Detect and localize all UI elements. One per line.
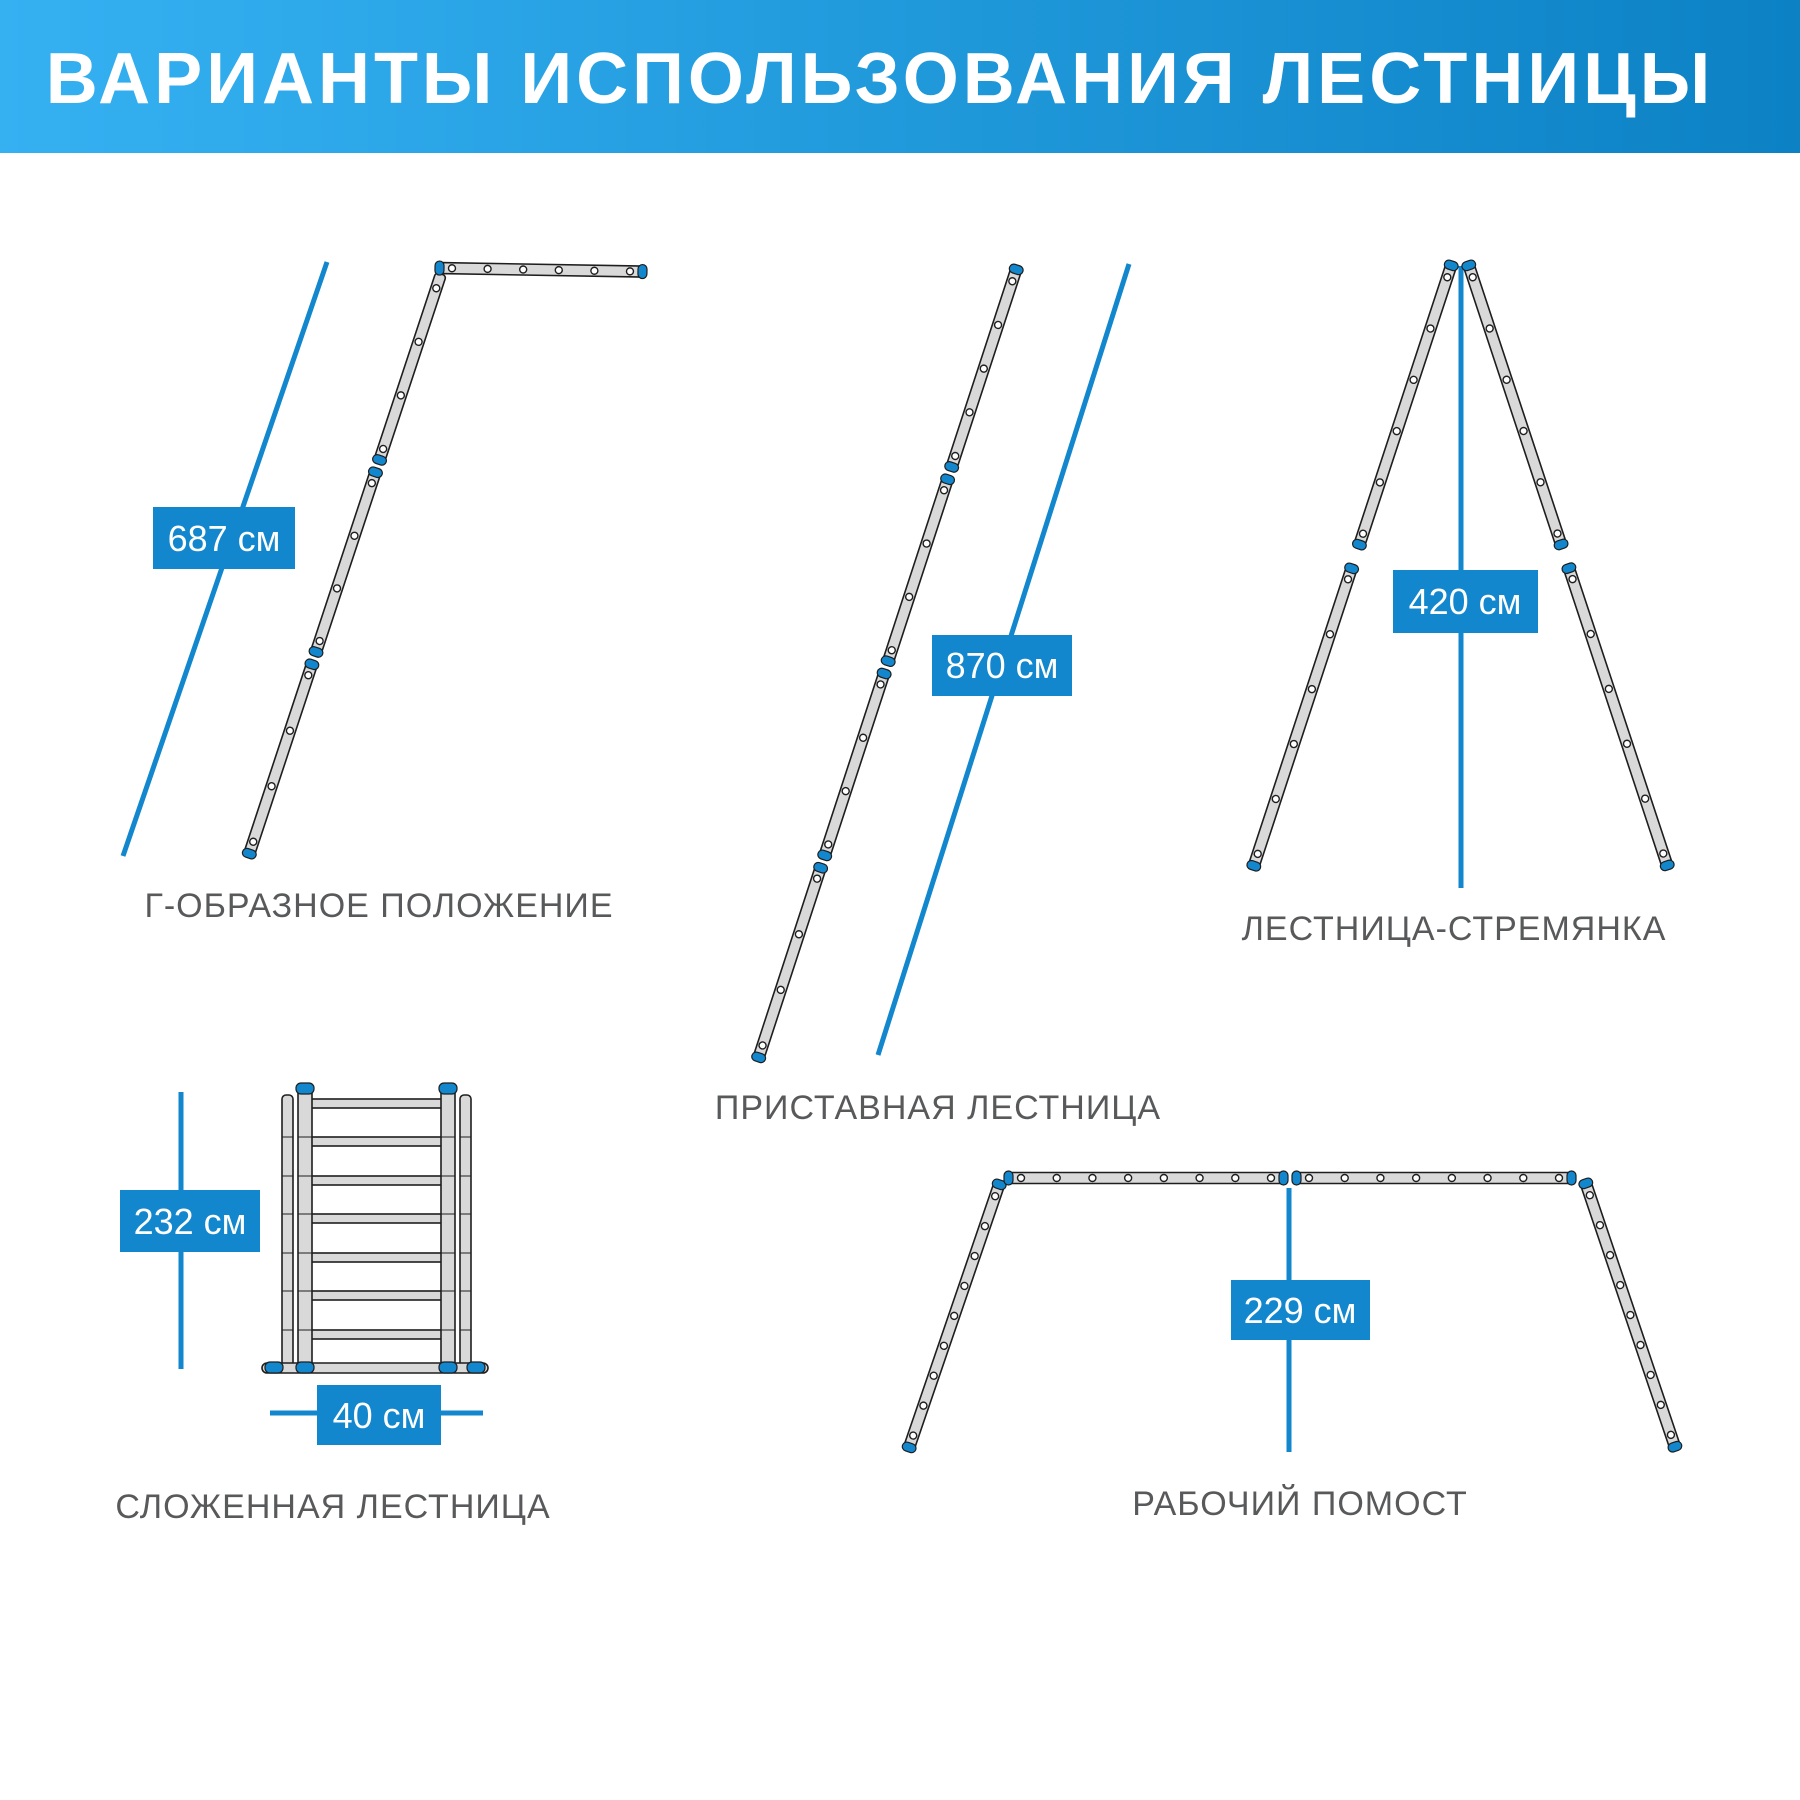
rail-body <box>1563 563 1674 869</box>
rung-hole <box>1341 1175 1348 1182</box>
platform-rail-right <box>1292 1171 1576 1185</box>
diagram-caption-folded: СЛОЖЕННАЯ ЛЕСТНИЦА <box>115 1488 551 1526</box>
ladder-rung <box>306 1253 447 1262</box>
ladder-rail-outer-right <box>460 1095 471 1366</box>
rail-body <box>753 863 827 1062</box>
page-title: ВАРИАНТЫ ИСПОЛЬЗОВАНИЯ ЛЕСТНИЦЫ <box>45 39 1715 119</box>
rail-cap <box>1279 1171 1288 1185</box>
rail-body <box>1006 1173 1286 1184</box>
diagram-caption-leaning: ПРИСТАВНАЯ ЛЕСТНИЦА <box>714 1089 1162 1127</box>
diagram-caption-stepladder: ЛЕСТНИЦА-СТРЕМЯНКА <box>1241 910 1667 948</box>
diagram-stepladder <box>1242 259 1676 948</box>
rung-hole <box>1413 1175 1420 1182</box>
rung-hole <box>1232 1175 1239 1182</box>
rail-body <box>818 668 890 860</box>
rail-body <box>373 272 446 465</box>
rail-body <box>437 263 645 278</box>
ladder-rung <box>306 1330 447 1339</box>
rail-cap <box>435 261 444 275</box>
rung-hole <box>1520 1175 1527 1182</box>
measurement-label-870: 870 см <box>945 645 1059 686</box>
platform-right-leg <box>1578 1177 1683 1453</box>
rung-hole <box>1377 1175 1384 1182</box>
measurement-label-229: 229 см <box>1243 1290 1357 1331</box>
rail-body <box>1353 261 1457 549</box>
diagram-caption-l-shape: Г-ОБРАЗНОЕ ПОЛОЖЕНИЕ <box>144 887 614 925</box>
rung-hole <box>1018 1175 1025 1182</box>
rail-body <box>1248 563 1358 870</box>
rung-hole <box>1053 1175 1060 1182</box>
ladder-rung <box>306 1214 447 1223</box>
rail-cap <box>1004 1171 1013 1185</box>
measurement-label-232: 232 см <box>133 1201 247 1242</box>
ladder-rail-inner-right <box>441 1088 455 1367</box>
ladder-rung <box>306 1099 447 1108</box>
ladder-rail-outer-left <box>282 1095 293 1366</box>
rung-hole <box>1306 1175 1313 1182</box>
rung-hole <box>1268 1175 1275 1182</box>
stepladder-right-leg <box>1461 259 1676 872</box>
rail-body <box>310 467 382 657</box>
rail-body <box>1294 1173 1574 1184</box>
rail-foot <box>296 1362 314 1373</box>
measurement-label-420: 420 см <box>1408 581 1522 622</box>
rung-hole <box>1160 1175 1167 1182</box>
rung-hole <box>1484 1175 1491 1182</box>
ladder-rail-horizontal <box>435 261 647 279</box>
ladder-rung <box>306 1137 447 1146</box>
diagram-work-platform <box>901 1171 1683 1523</box>
rung-hole <box>484 265 491 272</box>
rail-body <box>1463 261 1568 549</box>
rail-foot <box>265 1362 283 1373</box>
rung-hole <box>1448 1175 1455 1182</box>
rail-top-cap <box>296 1083 314 1094</box>
rail-foot <box>439 1362 457 1373</box>
rung-hole <box>448 265 455 272</box>
rung-hole <box>1125 1175 1132 1182</box>
rung-hole <box>1196 1175 1203 1182</box>
rung-hole <box>520 266 527 273</box>
rung-hole <box>555 267 562 274</box>
folded-ladder-rungs <box>306 1099 447 1339</box>
diagram-folded-ladder <box>115 1083 550 1526</box>
rung-hole <box>626 268 633 275</box>
rail-foot <box>467 1362 485 1373</box>
platform-rail-left <box>1004 1171 1288 1185</box>
measurement-label-40: 40 см <box>332 1395 426 1436</box>
ladder-rung <box>306 1176 447 1185</box>
rung-hole <box>1089 1175 1096 1182</box>
rail-body <box>243 659 318 857</box>
diagram-l-shape <box>123 261 647 925</box>
ladder-rung <box>306 1291 447 1300</box>
diagram-caption-platform: РАБОЧИЙ ПОМОСТ <box>1132 1485 1468 1523</box>
stepladder-left-leg <box>1246 259 1460 872</box>
measurement-label-687: 687 см <box>167 518 281 559</box>
rail-top-cap <box>439 1083 457 1094</box>
platform-left-leg <box>901 1178 1007 1454</box>
rail-cap <box>1292 1171 1301 1185</box>
rail-cap <box>1567 1171 1576 1185</box>
diagram-leaning-ladder <box>715 263 1161 1127</box>
rung-hole <box>591 267 598 274</box>
rung-hole <box>1556 1175 1563 1182</box>
folded-ladder-rails <box>282 1088 471 1367</box>
rail-cap <box>638 265 647 279</box>
ladder-rail-inner-left <box>298 1088 312 1367</box>
